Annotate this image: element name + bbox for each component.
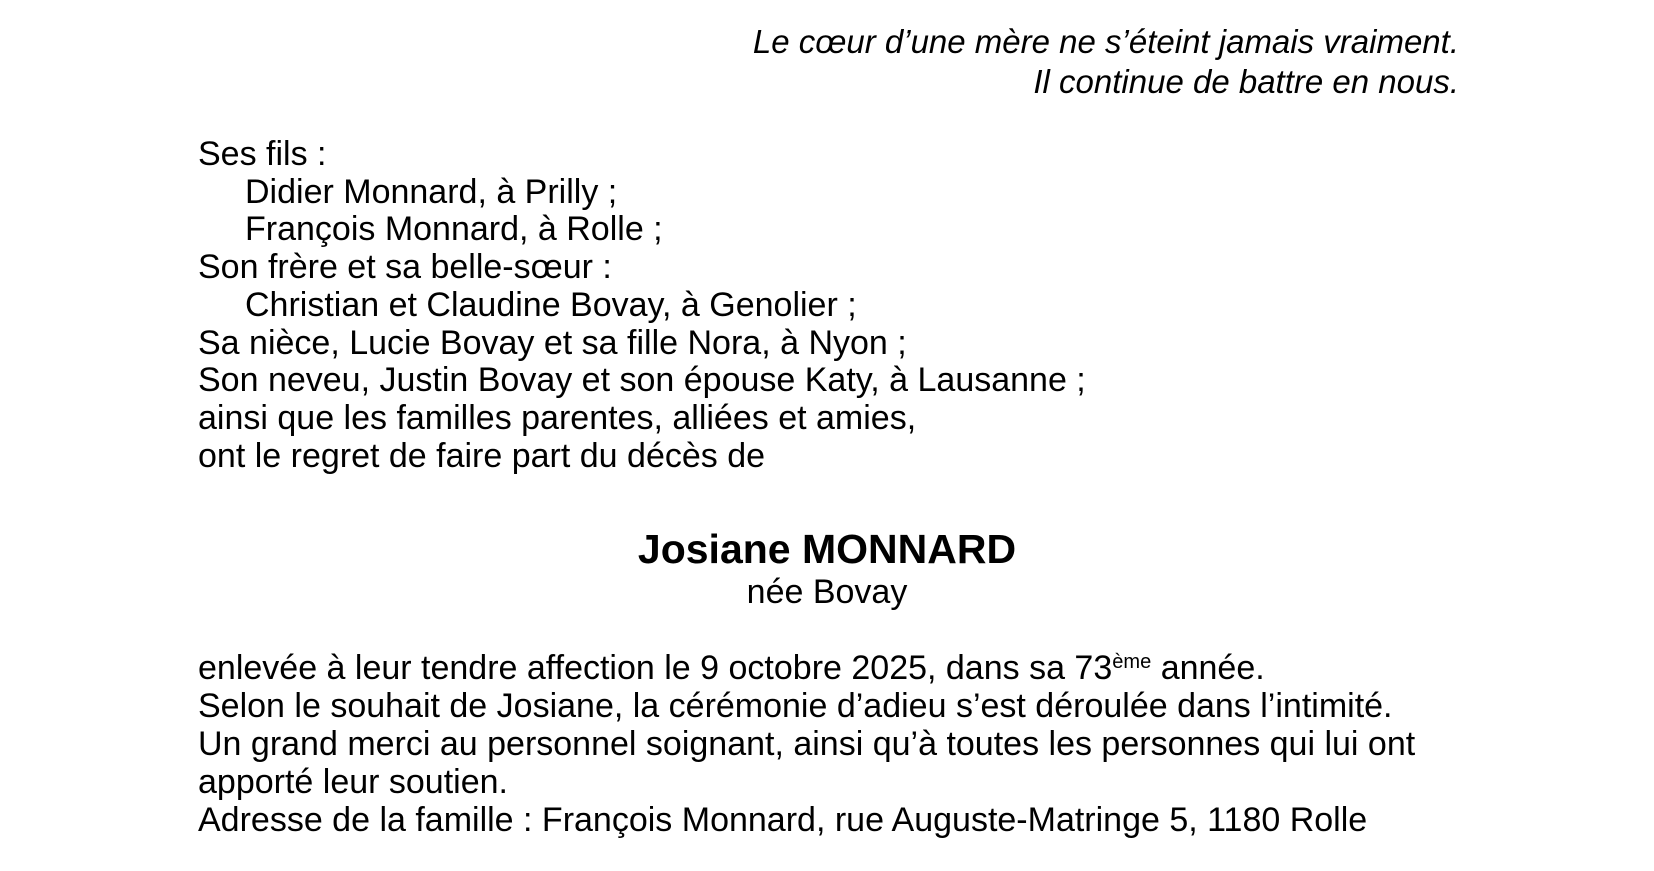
family-line: Sa nièce, Lucie Bovay et sa fille Nora, à Nyon ; [198, 323, 907, 362]
family-line: ainsi que les familles parentes, alliées et amies, [198, 398, 917, 437]
closing-line: Selon le souhait de Josiane, la cérémonie d’adieu s’est déroulée dans l’intimité. [198, 687, 1393, 725]
epigraph-line-1: Le cœur d’une mère ne s’éteint jamais vraiment. [752, 23, 1459, 60]
closing-line: Un grand merci au personnel soignant, ainsi qu’à toutes les personnes qui lui ont [198, 725, 1416, 763]
closing-line: apporté leur soutien. [198, 763, 508, 801]
family-line: Christian et Claudine Bovay, à Genolier ; [245, 285, 857, 324]
death-date-text-end: année. [1151, 649, 1265, 687]
family-line: Son frère et sa belle-sœur : [198, 248, 612, 287]
family-list [198, 136, 1086, 475]
deceased-name-block [0, 526, 1654, 611]
epigraph-line-2: Il continue de battre en nous. [1033, 63, 1459, 100]
deceased-name: Josiane MONNARD [637, 526, 1017, 572]
closing-paragraphs [198, 649, 1415, 839]
death-date-text: enlevée à leur tendre affection le 9 octobre 2025, dans sa 73 [198, 649, 1113, 687]
family-line: ont le regret de faire part du décès de [198, 436, 766, 475]
age-ordinal-superscript: ème [1112, 650, 1152, 673]
death-date-line [198, 649, 1415, 687]
deceased-maiden-name: née Bovay [746, 573, 908, 611]
epigraph-quote [753, 22, 1459, 102]
closing-line: Adresse de la famille : François Monnard, rue Auguste-Matringe 5, 1180 Rolle [198, 801, 1368, 839]
family-line: Ses fils : [198, 135, 327, 173]
family-line: Didier Monnard, à Prilly ; [245, 172, 618, 211]
family-line: François Monnard, à Rolle ; [245, 210, 663, 249]
family-line: Son neveu, Justin Bovay et son épouse Katy, à Lausanne ; [198, 361, 1086, 400]
